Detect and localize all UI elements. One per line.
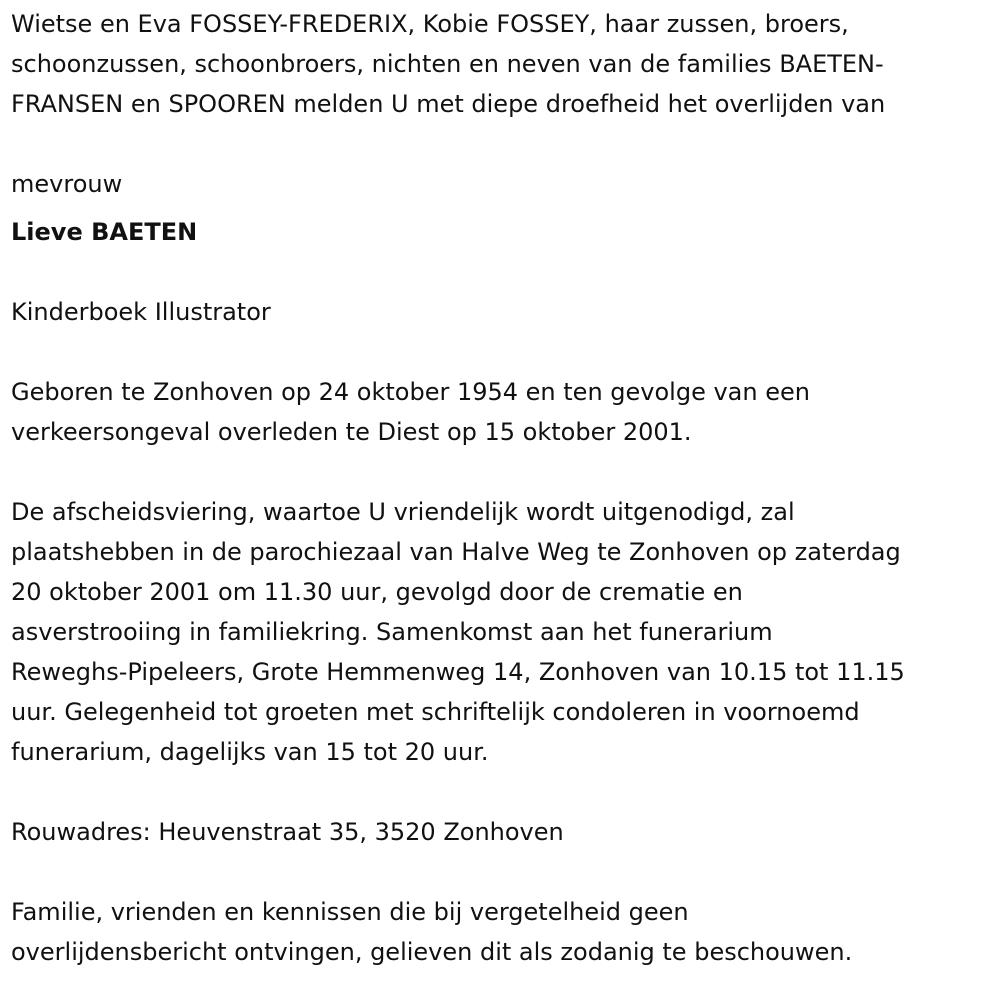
ceremony-paragraph: De afscheidsviering, waartoe U vriendelijk wordt uitgenodigd, zal plaatshebben in de parochiezaal van Halve Weg te Zonhoven op zaterdag 20 oktober 2001 om 11.30 uur, gevolgd door de crematie en asverstrooiing in familiekring. Samenkomst aan het funerarium Reweghs-Pipeleers, Grote Hemmenweg 14, Zonhoven van 10.15 tot 11.15 uur. Gelegenheid tot groeten met schriftelijk condoleren in voornoemd funerarium, dagelijks van 15 tot 20 uur.: [11, 498, 905, 766]
spacer: [11, 124, 996, 164]
occupation: Kinderboek Illustrator: [11, 298, 271, 326]
salutation: mevrouw: [11, 170, 123, 198]
birth-death-paragraph: Geboren te Zonhoven op 24 oktober 1954 en ten gevolge van een verkeersongeval overleden te Diest op 15 oktober 2001.: [11, 378, 810, 446]
spacer: [11, 252, 996, 292]
spacer: [11, 772, 996, 812]
spacer: [11, 332, 996, 372]
mourning-address: Rouwadres: Heuvenstraat 35, 3520 Zonhoven: [11, 818, 564, 846]
spacer: [11, 452, 996, 492]
death-notice: [11, 4, 996, 972]
spacer: [11, 852, 996, 892]
closing-paragraph: Familie, vrienden en kennissen die bij vergetelheid geen overlijdensbericht ontvingen, gelieven dit als zodanig te beschouwen.: [11, 898, 853, 966]
intro-paragraph: Wietse en Eva FOSSEY-FREDERIX, Kobie FOSSEY, haar zussen, broers, schoonzussen, schoonbroers, nichten en neven van de families BAETEN- FRANSEN en SPOOREN melden U met diepe droefheid het overlijden van: [11, 10, 886, 118]
deceased-name: Lieve BAETEN: [11, 218, 198, 246]
